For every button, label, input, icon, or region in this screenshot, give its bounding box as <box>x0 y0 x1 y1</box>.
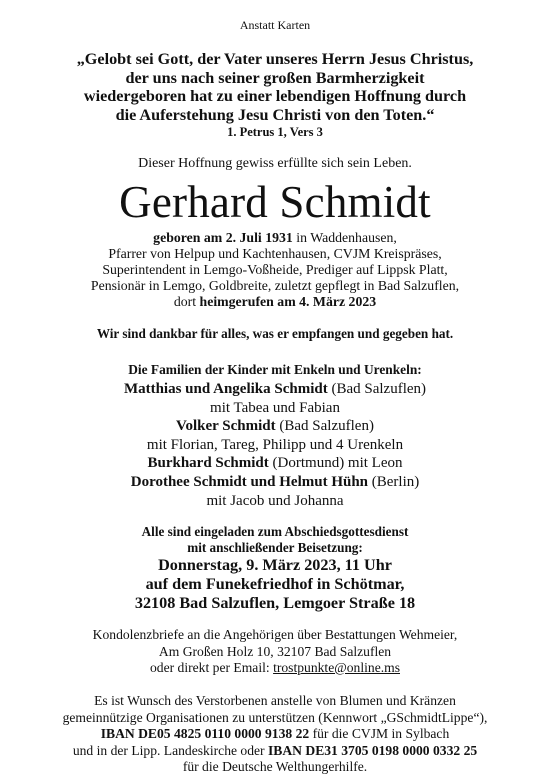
family-line <box>0 380 550 399</box>
service-section <box>0 524 550 613</box>
service-location: auf dem Funekefriedhof in Schötmar, <box>145 575 405 594</box>
intro-text: Dieser Hoffnung gewiss erfüllte sich sein Leben. <box>138 156 412 172</box>
quote-line: die Auferstehung Jesu Christi von den Toten.“ <box>115 105 435 124</box>
service-invite: Alle sind eingeladen zum Abschiedsgottesdienst <box>141 524 409 540</box>
family-names: Dorothee Schmidt und Helmut Hühn <box>130 473 369 490</box>
iban-welthungerhilfe: IBAN DE31 3705 0198 0000 0332 25 <box>267 742 478 758</box>
families-section <box>0 361 550 510</box>
family-place: (Berlin) <box>368 473 420 490</box>
bio-death-line <box>0 294 550 310</box>
family-line: mit Tabea und Fabian <box>210 399 340 416</box>
families-heading: Die Familien der Kinder mit Enkeln und Urenkeln: <box>128 362 422 378</box>
donation-line: Es ist Wunsch des Verstorbenen anstelle von Blumen und Kränzen <box>94 693 456 709</box>
death-pre: dort <box>173 294 200 310</box>
family-line <box>0 417 550 436</box>
email-label: oder direkt per Email: <box>150 659 274 675</box>
family-place: (Bad Salzuflen) <box>275 418 374 435</box>
service-burial: mit anschließender Beisetzung: <box>187 540 363 556</box>
quote-line: der uns nach seiner großen Barmherzigkeit <box>125 68 425 87</box>
family-names: Matthias und Angelika Schmidt <box>123 380 328 397</box>
family-place: (Bad Salzuflen) <box>327 380 427 397</box>
donation-iban-line <box>0 726 550 742</box>
biography <box>0 230 550 310</box>
family-names: Burkhard Schmidt <box>147 455 269 472</box>
family-line: mit Florian, Tareg, Philipp und 4 Urenkeln <box>146 436 404 453</box>
condolences-section <box>0 627 550 676</box>
family-line: mit Jacob und Johanna <box>206 492 344 509</box>
family-line <box>0 454 550 473</box>
service-address: 32108 Bad Salzuflen, Lemgoer Straße 18 <box>134 594 416 613</box>
condolence-line: Kondolenzbriefe an die Angehörigen über Bestattungen Wehmeier, <box>92 627 458 643</box>
donation-iban-line <box>0 743 550 759</box>
deceased-name: Gerhard Schmidt <box>119 177 431 228</box>
iban-cvjm: IBAN DE05 4825 0110 0000 9138 22 <box>100 726 310 742</box>
thanks-line: Wir sind dankbar für alles, was er empfangen und gegeben hat. <box>96 326 454 342</box>
family-names: Volker Schmidt <box>176 418 276 435</box>
donation-line: gemeinnützige Organisationen zu unterstützen (Kennwort „GSchmidtLippe“), <box>62 709 488 725</box>
bio-born-line <box>0 230 550 246</box>
birth-place: in Waddenhausen, <box>292 230 397 246</box>
service-date: Donnerstag, 9. März 2023, 11 Uhr <box>158 556 392 575</box>
bio-line: Pensionär in Lemgo, Goldbreite, zuletzt gepflegt in Bad Salzuflen, <box>90 278 460 294</box>
condolence-line: Am Großen Holz 10, 32107 Bad Salzuflen <box>158 643 392 659</box>
family-place: (Dortmund) mit Leon <box>268 455 403 472</box>
quote-line: „Gelobt sei Gott, der Vater unseres Herrn Jesus Christus, <box>76 50 474 68</box>
bio-line: Pfarrer von Helpup und Kachtenhausen, CVJM Kreispräses, <box>108 246 442 262</box>
birth-date: geboren am 2. Juli 1931 <box>153 230 293 246</box>
donation-section <box>0 693 550 775</box>
family-line <box>0 473 550 492</box>
quote-line: wiedergeboren hat zu einer lebendigen Hoffnung durch <box>83 87 467 106</box>
quote-reference: 1. Petrus 1, Vers 3 <box>227 125 323 140</box>
header-anstatt-karten: Anstatt Karten <box>239 18 311 32</box>
donation-church: und in der Lipp. Landeskirche oder <box>72 742 268 758</box>
email-link[interactable]: trostpunkte@online.ms <box>273 659 400 675</box>
donation-line: für die Deutsche Welthungerhilfe. <box>182 758 368 774</box>
bible-quote <box>0 50 550 124</box>
bio-line: Superintendent in Lemgo-Voßheide, Prediger auf Lippsk Platt, <box>102 262 448 278</box>
condolence-email-line <box>0 660 550 676</box>
iban-cvjm-purpose: für die CVJM in Sylbach <box>309 726 450 742</box>
death-date: heimgerufen am 4. März 2023 <box>199 294 377 310</box>
